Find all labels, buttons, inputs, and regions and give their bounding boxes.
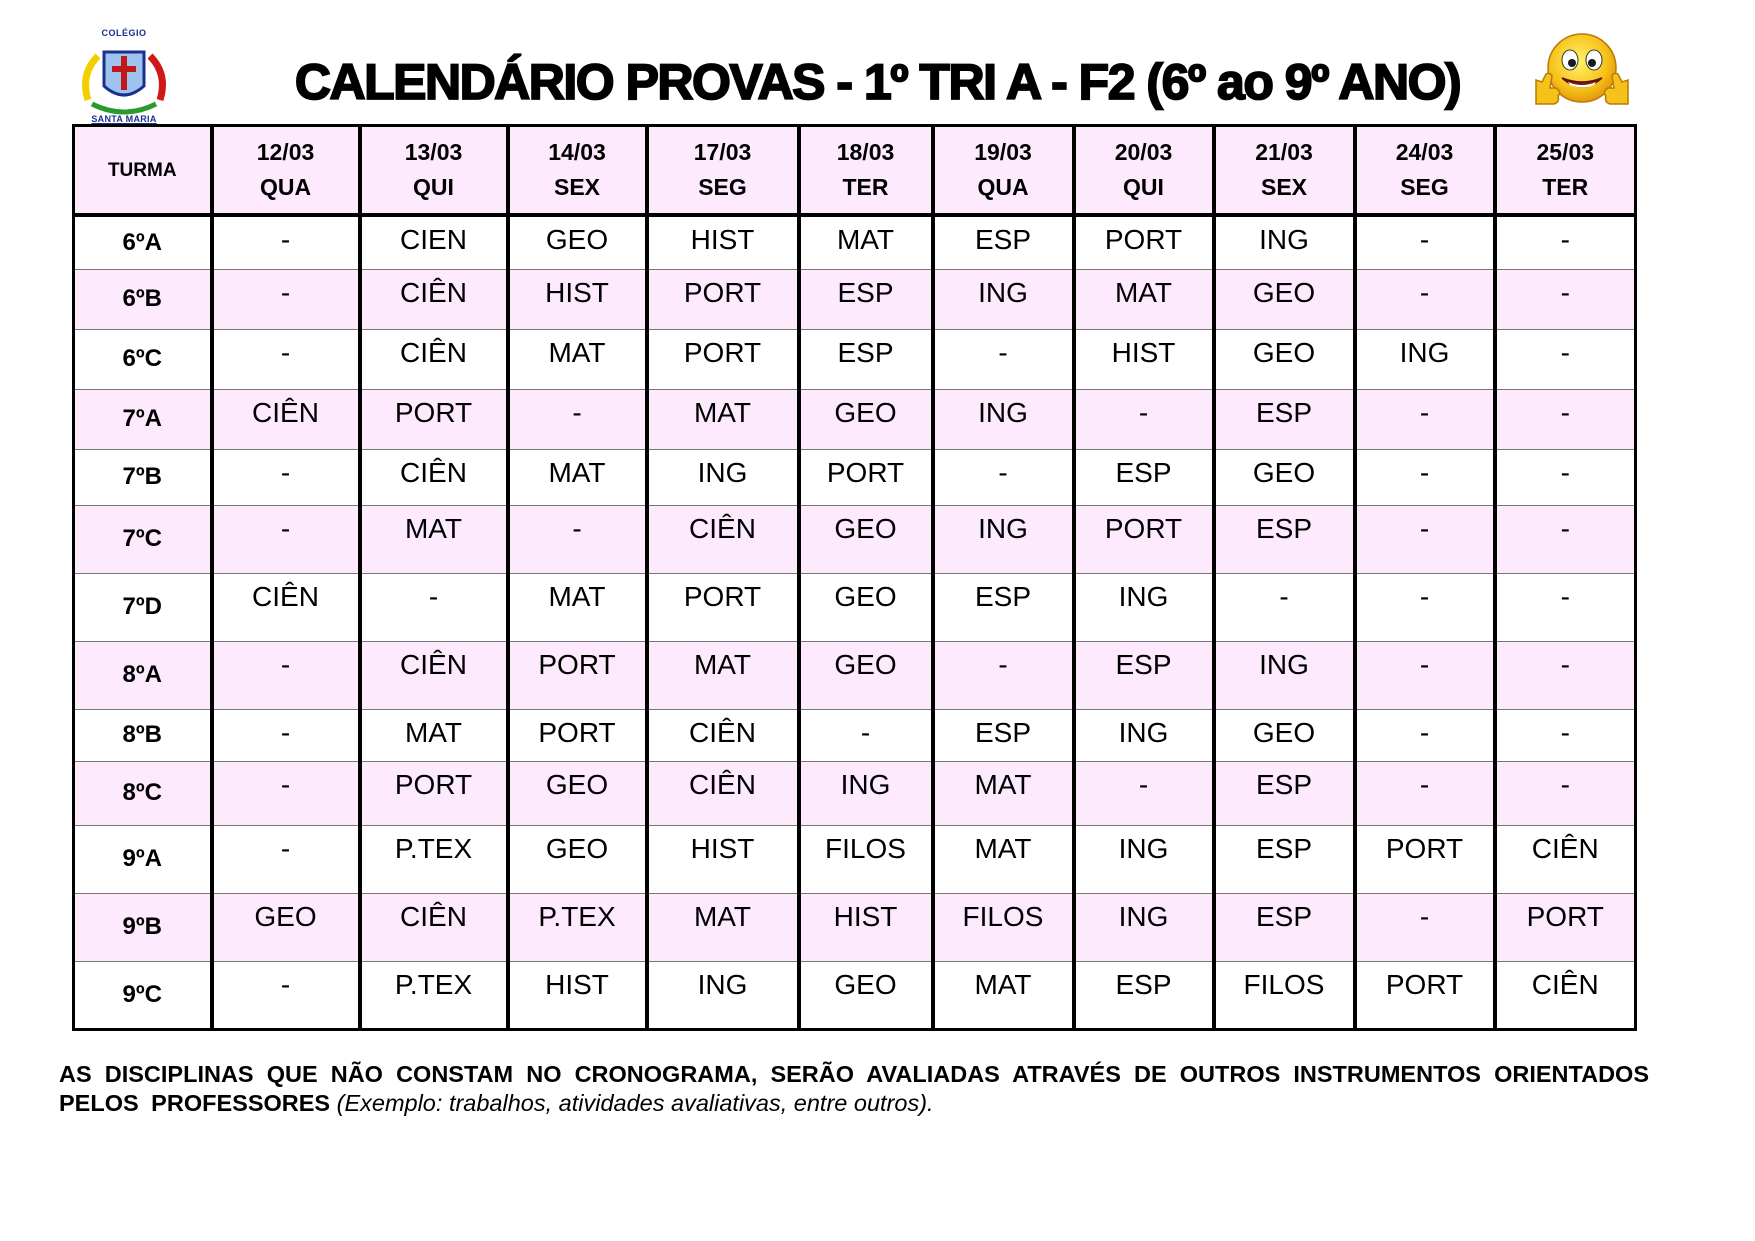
thumbs-up-smiley-icon (1532, 30, 1632, 112)
subject-cell: CIÊN (647, 505, 799, 573)
subject-cell: ING (933, 505, 1074, 573)
table-body (74, 215, 1636, 1029)
header-day: SEX (553, 174, 601, 200)
header-day: SEG (698, 174, 747, 200)
column-header (212, 126, 360, 216)
subject-cell: ING (799, 761, 933, 825)
subject-cell: HIST (1074, 329, 1214, 389)
header-date: 12/03 (256, 139, 315, 165)
subject-cell: CIÊN (360, 269, 508, 329)
subject-cell: - (799, 709, 933, 761)
subject-cell: P.TEX (360, 825, 508, 893)
subject-cell: - (212, 269, 360, 329)
school-logo (76, 28, 172, 128)
turma-cell: 9ºC (74, 961, 212, 1029)
subject-cell: P.TEX (360, 961, 508, 1029)
table-row (74, 641, 1636, 709)
footer-note (59, 1060, 1649, 1118)
subject-cell: ESP (933, 215, 1074, 269)
header-date: 13/03 (404, 139, 463, 165)
subject-cell: - (212, 329, 360, 389)
subject-cell: - (933, 329, 1074, 389)
subject-cell: HIST (508, 269, 647, 329)
table-row (74, 329, 1636, 389)
subject-cell: MAT (933, 961, 1074, 1029)
subject-cell: - (1355, 449, 1495, 505)
note-italic-text: (Exemplo: trabalhos, atividades avaliativas, entre outros). (336, 1090, 934, 1116)
subject-cell: MAT (508, 573, 647, 641)
crest-icon (82, 38, 166, 116)
subject-cell: - (212, 641, 360, 709)
subject-cell: ING (933, 269, 1074, 329)
column-header (508, 126, 647, 216)
turma-cell: 6ºB (74, 269, 212, 329)
header-day: SEG (1400, 174, 1449, 200)
subject-cell: FILOS (799, 825, 933, 893)
table-row (74, 761, 1636, 825)
subject-cell: - (212, 761, 360, 825)
table-row (74, 709, 1636, 761)
subject-cell: HIST (799, 893, 933, 961)
turma-cell: 6ºA (74, 215, 212, 269)
subject-cell: CIEN (360, 215, 508, 269)
header-day: QUA (977, 174, 1029, 200)
header-day: TER (1542, 174, 1589, 200)
subject-cell: ING (1074, 825, 1214, 893)
subject-cell: MAT (933, 761, 1074, 825)
subject-cell: PORT (647, 269, 799, 329)
subject-cell: PORT (799, 449, 933, 505)
subject-cell: - (212, 709, 360, 761)
subject-cell: - (1355, 709, 1495, 761)
subject-cell: - (1355, 389, 1495, 449)
subject-cell: MAT (360, 709, 508, 761)
subject-cell: - (1495, 389, 1636, 449)
subject-cell: CIÊN (360, 641, 508, 709)
logo-bottom-text: SANTA MARIA (91, 114, 157, 124)
subject-cell: PORT (1495, 893, 1636, 961)
subject-cell: ING (1074, 893, 1214, 961)
header-day: QUA (259, 174, 312, 200)
subject-cell: HIST (647, 215, 799, 269)
subject-cell: ESP (933, 573, 1074, 641)
header-day: QUI (413, 174, 454, 200)
subject-cell: MAT (360, 505, 508, 573)
subject-cell: ING (1214, 215, 1355, 269)
subject-cell: PORT (647, 573, 799, 641)
subject-cell: MAT (647, 893, 799, 961)
header-day: TER (842, 174, 889, 200)
subject-cell: - (1355, 761, 1495, 825)
subject-cell: ESP (1074, 961, 1214, 1029)
table-row (74, 505, 1636, 573)
subject-cell: GEO (508, 215, 647, 269)
turma-cell: 9ºB (74, 893, 212, 961)
subject-cell: - (1495, 641, 1636, 709)
turma-cell: 7ºB (74, 449, 212, 505)
subject-cell: PORT (1074, 505, 1214, 573)
subject-cell: ESP (933, 709, 1074, 761)
subject-cell: - (1355, 215, 1495, 269)
subject-cell: - (1495, 215, 1636, 269)
table-row (74, 893, 1636, 961)
turma-cell: 8ºB (74, 709, 212, 761)
subject-cell: - (1355, 505, 1495, 573)
note-bold-text: AS DISCIPLINAS QUE NÃO CONSTAM NO CRONOGRAMA, SERÃO AVALIADAS ATRAVÉS DE OUTROS INSTRUMENTOS ORIENTADOS PELOS PROFESSORES (59, 1061, 1649, 1116)
column-header (360, 126, 508, 216)
subject-cell: - (1355, 573, 1495, 641)
subject-cell: ESP (799, 269, 933, 329)
subject-cell: GEO (1214, 449, 1355, 505)
subject-cell: - (508, 505, 647, 573)
subject-cell: - (212, 215, 360, 269)
column-header (1074, 126, 1214, 216)
column-header (1214, 126, 1355, 216)
turma-cell: 8ºA (74, 641, 212, 709)
subject-cell: ING (933, 389, 1074, 449)
header-day: SEX (1260, 174, 1308, 200)
header-date: 20/03 (1114, 139, 1173, 165)
subject-cell: GEO (799, 573, 933, 641)
subject-cell: - (1495, 761, 1636, 825)
exam-schedule-table (72, 124, 1637, 1031)
page-title: CALENDÁRIO PROVAS - 1º TRI A - F2 (6º ao 9º ANO) (294, 54, 1461, 110)
table-row (74, 825, 1636, 893)
subject-cell: ING (1214, 641, 1355, 709)
turma-header: TURMA (74, 126, 212, 216)
column-header (1355, 126, 1495, 216)
turma-cell: 6ºC (74, 329, 212, 389)
subject-cell: - (1355, 269, 1495, 329)
table-header-row (74, 126, 1636, 216)
subject-cell: CIÊN (360, 329, 508, 389)
subject-cell: - (360, 573, 508, 641)
subject-cell: PORT (1355, 961, 1495, 1029)
subject-cell: PORT (647, 329, 799, 389)
subject-cell: ESP (1214, 825, 1355, 893)
subject-cell: GEO (799, 505, 933, 573)
subject-cell: GEO (799, 641, 933, 709)
subject-cell: MAT (647, 389, 799, 449)
subject-cell: P.TEX (508, 893, 647, 961)
subject-cell: GEO (1214, 709, 1355, 761)
subject-cell: - (1074, 761, 1214, 825)
subject-cell: ESP (1214, 389, 1355, 449)
subject-cell: MAT (933, 825, 1074, 893)
subject-cell: CIÊN (647, 709, 799, 761)
subject-cell: MAT (1074, 269, 1214, 329)
subject-cell: ESP (1214, 893, 1355, 961)
header-date: 25/03 (1536, 139, 1595, 165)
subject-cell: ESP (1074, 449, 1214, 505)
subject-cell: - (212, 961, 360, 1029)
subject-cell: HIST (647, 825, 799, 893)
column-header (933, 126, 1074, 216)
subject-cell: - (1355, 641, 1495, 709)
subject-cell: MAT (799, 215, 933, 269)
subject-cell: - (933, 449, 1074, 505)
subject-cell: FILOS (933, 893, 1074, 961)
subject-cell: - (1495, 449, 1636, 505)
subject-cell: GEO (508, 761, 647, 825)
table-row (74, 961, 1636, 1029)
subject-cell: GEO (212, 893, 360, 961)
subject-cell: ING (1355, 329, 1495, 389)
turma-cell: 7ºA (74, 389, 212, 449)
logo-top-text: COLÉGIO (101, 28, 147, 38)
subject-cell: - (212, 449, 360, 505)
table-row (74, 215, 1636, 269)
subject-cell: - (1495, 573, 1636, 641)
subject-cell: MAT (508, 329, 647, 389)
column-header (799, 126, 933, 216)
subject-cell: ING (1074, 709, 1214, 761)
subject-cell: CIÊN (647, 761, 799, 825)
header-date: 19/03 (974, 139, 1032, 165)
turma-cell: 7ºD (74, 573, 212, 641)
subject-cell: MAT (508, 449, 647, 505)
subject-cell: PORT (508, 641, 647, 709)
subject-cell: CIÊN (360, 893, 508, 961)
header-date: 21/03 (1255, 139, 1313, 165)
subject-cell: GEO (1214, 269, 1355, 329)
subject-cell: - (1495, 505, 1636, 573)
subject-cell: HIST (508, 961, 647, 1029)
subject-cell: - (212, 505, 360, 573)
subject-cell: - (933, 641, 1074, 709)
subject-cell: - (1495, 709, 1636, 761)
subject-cell: ING (1074, 573, 1214, 641)
header-date: 17/03 (693, 139, 752, 165)
subject-cell: ESP (1214, 505, 1355, 573)
header-day: QUI (1123, 174, 1164, 200)
subject-cell: GEO (508, 825, 647, 893)
subject-cell: CIÊN (212, 389, 360, 449)
subject-cell: CIÊN (1495, 825, 1636, 893)
subject-cell: CIÊN (360, 449, 508, 505)
subject-cell: PORT (360, 761, 508, 825)
subject-cell: ESP (1214, 761, 1355, 825)
header-date: 14/03 (548, 139, 606, 165)
subject-cell: - (212, 825, 360, 893)
subject-cell: ESP (799, 329, 933, 389)
table-row (74, 269, 1636, 329)
subject-cell: - (508, 389, 647, 449)
subject-cell: PORT (508, 709, 647, 761)
header-date: 18/03 (836, 139, 895, 165)
subject-cell: - (1214, 573, 1355, 641)
subject-cell: MAT (647, 641, 799, 709)
turma-cell: 9ºA (74, 825, 212, 893)
subject-cell: - (1495, 329, 1636, 389)
header-date: 24/03 (1395, 139, 1454, 165)
subject-cell: ING (647, 449, 799, 505)
turma-cell: 8ºC (74, 761, 212, 825)
table-row (74, 449, 1636, 505)
subject-cell: GEO (799, 961, 933, 1029)
subject-cell: FILOS (1214, 961, 1355, 1029)
subject-cell: ESP (1074, 641, 1214, 709)
subject-cell: GEO (1214, 329, 1355, 389)
turma-cell: 7ºC (74, 505, 212, 573)
subject-cell: CIÊN (212, 573, 360, 641)
table-row (74, 389, 1636, 449)
subject-cell: ING (647, 961, 799, 1029)
subject-cell: CIÊN (1495, 961, 1636, 1029)
subject-cell: - (1074, 389, 1214, 449)
column-header (1495, 126, 1636, 216)
subject-cell: PORT (1074, 215, 1214, 269)
subject-cell: - (1495, 269, 1636, 329)
column-header (647, 126, 799, 216)
subject-cell: PORT (360, 389, 508, 449)
table-row (74, 573, 1636, 641)
subject-cell: PORT (1355, 825, 1495, 893)
subject-cell: GEO (799, 389, 933, 449)
subject-cell: - (1355, 893, 1495, 961)
